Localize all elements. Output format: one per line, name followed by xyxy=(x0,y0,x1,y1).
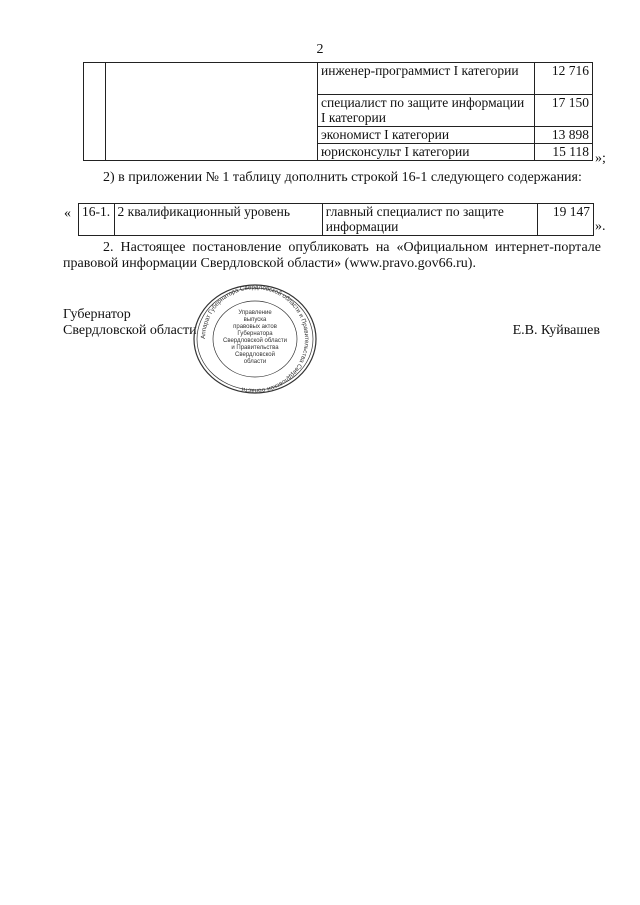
table-cell-salary: 17 150 xyxy=(535,95,593,127)
table-cell-level xyxy=(106,63,318,161)
salary-table-continued xyxy=(83,62,593,161)
table-cell-position: юрисконсульт I категории xyxy=(318,144,535,161)
stamp-center-line: Свердловской xyxy=(235,352,275,358)
table-row xyxy=(84,63,593,95)
table-cell-position: специалист по защите информации I категории xyxy=(318,95,535,127)
table-cell-position: главный специалист по защите информации xyxy=(322,204,537,236)
table-cell-position: инженер-программист I категории xyxy=(318,63,535,95)
stamp-center-line: Свердловской области xyxy=(222,338,288,344)
page-number: 2 xyxy=(316,42,324,57)
table-cell-salary: 12 716 xyxy=(535,63,593,95)
paragraph-publication: 2. Настоящее постановление опубликовать на «Официальном интернет-портале правовой информации Свердловской области» (www.pravo.gov66.ru). xyxy=(63,240,601,271)
closing-quote: »; xyxy=(595,151,606,166)
new-row-table xyxy=(78,203,594,236)
signatory-title-line2: Свердловской области xyxy=(63,323,197,338)
stamp-ring-text: Аппарат Губернатора Свердловской области и Правительства Свердловской области xyxy=(199,283,311,395)
stamp-center-line: и Правительства xyxy=(231,345,279,351)
stamp-center-line: выпуска xyxy=(243,317,267,323)
stamp-center-line: области xyxy=(243,359,267,365)
signatory-title-line1: Губернатор xyxy=(63,307,131,322)
paragraph-amendment: 2) в приложении № 1 таблицу дополнить строкой 16-1 следующего содержания: xyxy=(103,170,582,185)
closing-quote: ». xyxy=(595,219,606,234)
official-stamp xyxy=(190,282,320,396)
table-cell-level: 2 квалификационный уровень xyxy=(114,204,322,236)
table-cell-number xyxy=(84,63,106,161)
table-cell-position: экономист I категории xyxy=(318,127,535,144)
table-cell-salary: 13 898 xyxy=(535,127,593,144)
table-cell-salary: 15 118 xyxy=(535,144,593,161)
table-cell-salary: 19 147 xyxy=(538,204,594,236)
stamp-center-line: Губернатора xyxy=(237,331,273,337)
signatory-name: Е.В. Куйвашев xyxy=(512,323,600,338)
table-row xyxy=(79,204,594,236)
stamp-center-line: правовых актов xyxy=(233,324,277,330)
table-cell-number: 16-1. xyxy=(79,204,115,236)
opening-quote: « xyxy=(64,206,71,221)
signatory-title xyxy=(63,307,197,339)
stamp-center-line: Управление xyxy=(238,310,272,316)
